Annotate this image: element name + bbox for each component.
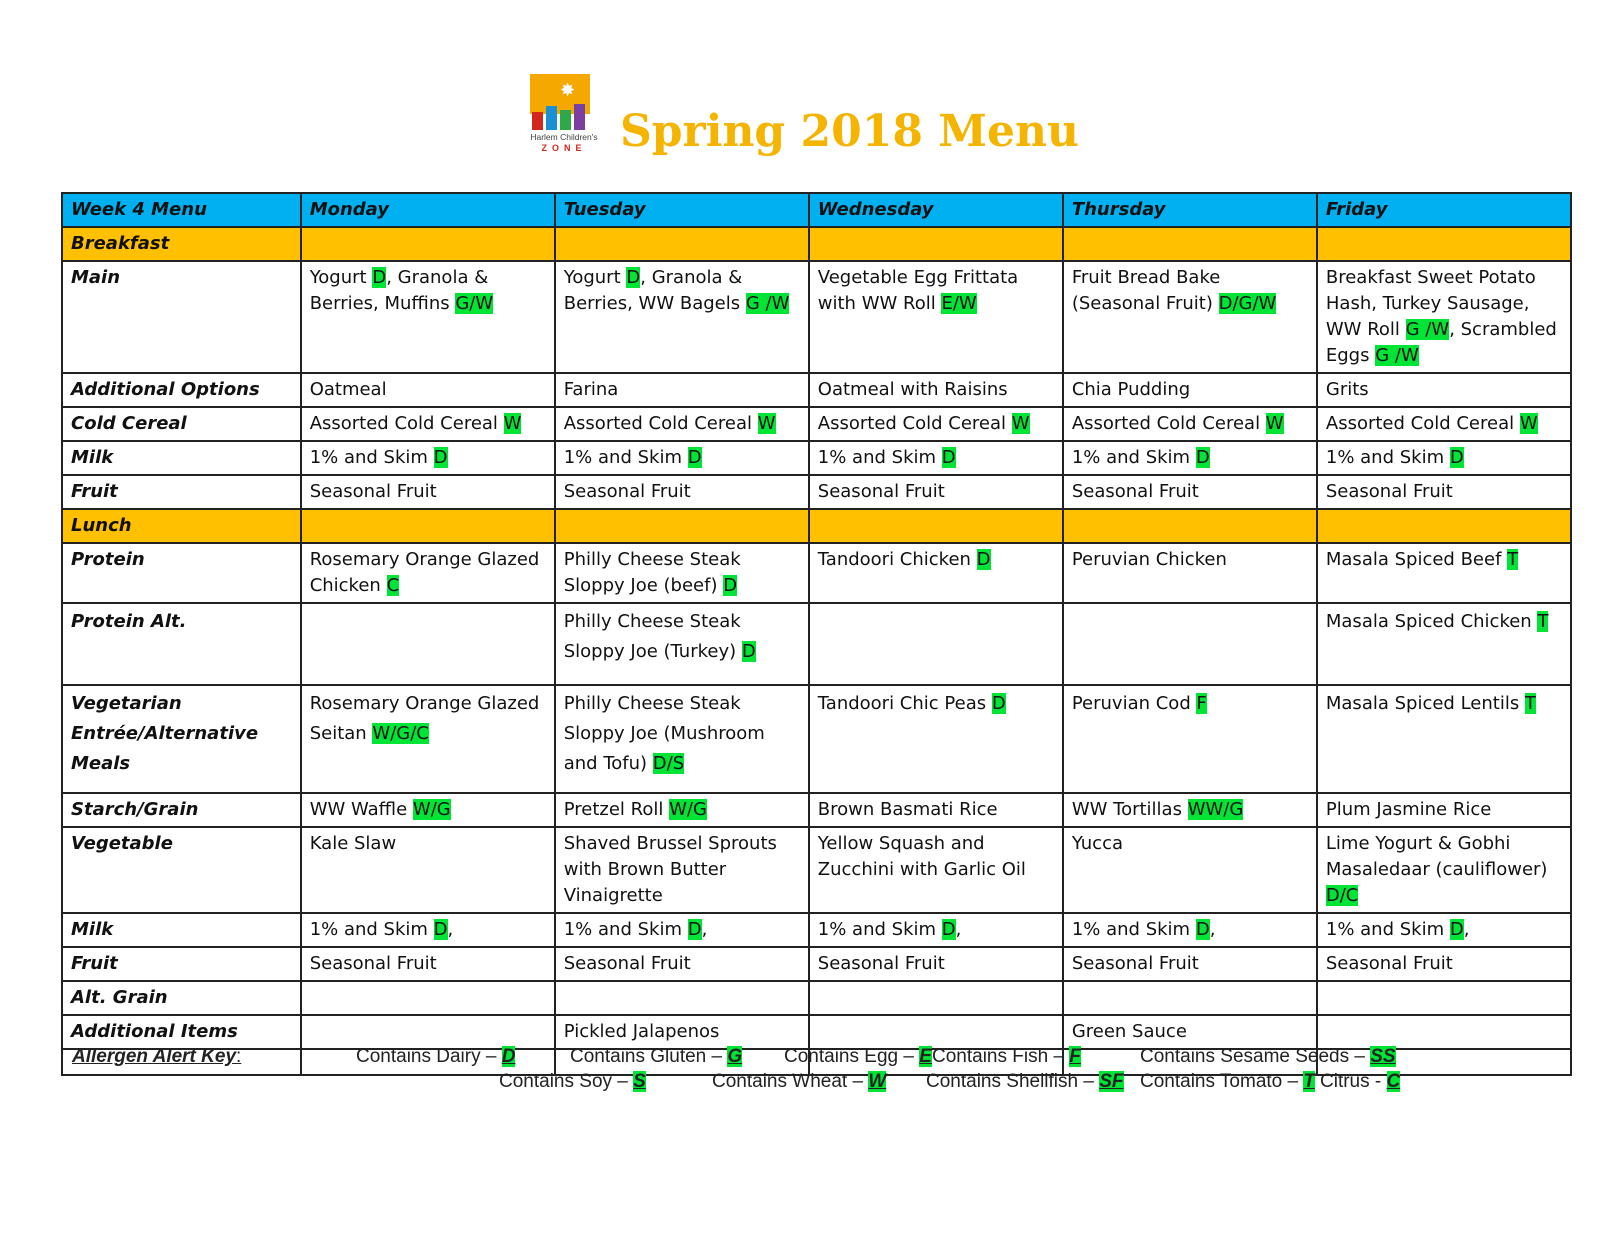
menu-cell (1317, 407, 1571, 441)
section-blank (1063, 227, 1317, 261)
menu-cell (809, 981, 1063, 1015)
menu-row-milk (62, 441, 1571, 475)
menu-cell (555, 261, 809, 373)
menu-item-text: Brown Basmati Rice (817, 799, 998, 820)
menu-item-text: , Granola & Berries, Muffins (309, 267, 489, 314)
menu-cell (1317, 981, 1571, 1015)
allergen-key-text: Contains Soy – (499, 1071, 634, 1092)
menu-cell (809, 603, 1063, 685)
menu-item-text: Tandoori Chicken (817, 549, 977, 570)
menu-cell (809, 827, 1063, 913)
menu-cell (809, 685, 1063, 793)
allergen-tag: WW/G (1187, 799, 1244, 820)
menu-item-text: Rosemary Orange Glazed Chicken (309, 549, 540, 596)
menu-item-text: WW Waffle (309, 799, 413, 820)
allergen-tag: D (976, 549, 991, 570)
menu-cell: Seasonal Fruit (1063, 475, 1317, 509)
menu-cell (809, 793, 1063, 827)
menu-cell: Farina (555, 373, 809, 407)
menu-cell (301, 543, 555, 603)
section-label-lunch: Lunch (62, 509, 301, 543)
menu-item-text: Breakfast Sweet Potato Hash, Turkey Sausage, WW Roll (1325, 267, 1536, 340)
menu-cell (1317, 793, 1571, 827)
menu-cell: Seasonal Fruit (301, 475, 555, 509)
allergen-key-code: F (1069, 1046, 1081, 1067)
allergen-tag: F (1196, 693, 1207, 714)
day-header-monday: Monday (301, 193, 555, 227)
menu-cell (1063, 981, 1317, 1015)
menu-row-protein-alt (62, 603, 1571, 685)
menu-item-text: , Scrambled Eggs (1325, 319, 1557, 366)
allergen-tag: D (741, 641, 756, 662)
menu-cell: Grits (1317, 373, 1571, 407)
allergen-key-text: Contains Tomato – (1140, 1071, 1304, 1092)
menu-cell: Seasonal Fruit (809, 947, 1063, 981)
menu-item-text: Rosemary Orange Glazed Seitan (309, 693, 540, 744)
allergen-key-item (784, 1046, 932, 1068)
allergen-tag: T (1524, 693, 1536, 714)
menu-item-text: 1% and Skim (817, 447, 942, 468)
row-label-protein: Protein (62, 543, 301, 603)
menu-cell (1063, 913, 1317, 947)
menu-item-text: Philly Cheese Steak Sloppy Joe (beef) (563, 549, 741, 596)
day-header-wednesday: Wednesday (809, 193, 1063, 227)
menu-cell: Seasonal Fruit (555, 947, 809, 981)
day-header-friday: Friday (1317, 193, 1571, 227)
menu-cell (555, 981, 809, 1015)
menu-item-text: Vegetable Egg Frittata with WW Roll (817, 267, 1019, 314)
allergen-key-item (932, 1046, 1081, 1068)
menu-cell: Oatmeal (301, 373, 555, 407)
allergen-tag: G /W (745, 293, 790, 314)
allergen-tag: W (757, 413, 776, 434)
allergen-key-code: T (1303, 1071, 1315, 1092)
allergen-tag: W (1265, 413, 1284, 434)
allergen-tag: D (1195, 447, 1210, 468)
menu-cell (555, 685, 809, 793)
menu-cell (301, 981, 555, 1015)
header-row (62, 193, 1571, 227)
menu-cell (1317, 913, 1571, 947)
menu-cell: Pickled Jalapenos (555, 1015, 809, 1049)
menu-cell (809, 441, 1063, 475)
allergen-tag: G /W (1405, 319, 1450, 340)
menu-item-text: Assorted Cold Cereal (563, 413, 758, 434)
allergen-tag: D/C (1325, 885, 1359, 906)
row-label-vegetable: Vegetable (62, 827, 301, 913)
row-label-fruit: Fruit (62, 475, 301, 509)
menu-cell (301, 685, 555, 793)
allergen-key-label: Allergen Alert Key: (72, 1046, 242, 1067)
row-label-protein-alt: Protein Alt. (62, 603, 301, 685)
section-row-lunch (62, 509, 1571, 543)
section-blank (555, 509, 809, 543)
allergen-key-text: Contains Fish – (932, 1046, 1070, 1067)
menu-cell (1317, 543, 1571, 603)
menu-cell (1317, 261, 1571, 373)
menu-cell: Green Sauce (1063, 1015, 1317, 1049)
row-label-main: Main (62, 261, 301, 373)
menu-cell (1063, 827, 1317, 913)
menu-cell (1063, 441, 1317, 475)
menu-cell (301, 827, 555, 913)
menu-item-text: , (1209, 919, 1216, 940)
sun-icon: ✸ (530, 74, 590, 114)
allergen-key-item (1320, 1071, 1400, 1093)
allergen-tag: D (372, 267, 387, 288)
menu-item-text: 1% and Skim (1071, 447, 1196, 468)
menu-cell (809, 261, 1063, 373)
menu-item-text: Shaved Brussel Sprouts with Brown Butter Vinaigrette (563, 833, 777, 906)
allergen-tag: W/G (669, 799, 707, 820)
menu-cell (555, 407, 809, 441)
menu-cell (809, 913, 1063, 947)
logo-text: Harlem Children's (530, 132, 598, 142)
menu-cell (1063, 543, 1317, 603)
menu-item-text: Assorted Cold Cereal (1325, 413, 1520, 434)
menu-item-text: Assorted Cold Cereal (1071, 413, 1266, 434)
menu-item-text: Philly Cheese Steak Sloppy Joe (Turkey) (563, 611, 742, 662)
menu-item-text: Kale Slaw (309, 833, 397, 854)
menu-cell (301, 913, 555, 947)
menu-row-additional-items (62, 1015, 1571, 1049)
allergen-tag: T (1537, 611, 1549, 632)
page-title: Spring 2018 Menu (620, 106, 1079, 157)
menu-cell (555, 543, 809, 603)
allergen-tag: D (941, 919, 956, 940)
menu-cell: Seasonal Fruit (1317, 475, 1571, 509)
allergen-key-text: Citrus - (1320, 1071, 1387, 1092)
allergen-key-text: Contains Shellfish – (926, 1071, 1100, 1092)
menu-cell: Seasonal Fruit (555, 475, 809, 509)
allergen-tag: D (941, 447, 956, 468)
section-blank (1317, 509, 1571, 543)
menu-cell: Seasonal Fruit (301, 947, 555, 981)
allergen-key-item (356, 1046, 515, 1068)
menu-row-additional-options (62, 373, 1571, 407)
allergen-tag: C (386, 575, 400, 596)
hcz-logo (520, 70, 605, 160)
menu-row-starch (62, 793, 1571, 827)
day-header-thursday: Thursday (1063, 193, 1317, 227)
allergen-key-code: D (501, 1046, 516, 1067)
allergen-tag: D (687, 447, 702, 468)
section-blank (809, 509, 1063, 543)
building-blocks-icon (532, 104, 588, 130)
menu-cell (555, 793, 809, 827)
menu-item-text: Plum Jasmine Rice (1325, 799, 1492, 820)
allergen-key-code: E (919, 1046, 932, 1067)
menu-cell: Chia Pudding (1063, 373, 1317, 407)
menu-item-text: Fruit Bread Bake (Seasonal Fruit) (1071, 267, 1221, 314)
menu-cell (1317, 685, 1571, 793)
allergen-tag: D (1195, 919, 1210, 940)
section-blank (1063, 509, 1317, 543)
section-blank (555, 227, 809, 261)
menu-item-text: 1% and Skim (1325, 447, 1450, 468)
menu-row-vegetable (62, 827, 1571, 913)
section-label-breakfast: Breakfast (62, 227, 301, 261)
menu-row-lunch-fruit (62, 947, 1571, 981)
menu-cell (1063, 603, 1317, 685)
menu-row-protein (62, 543, 1571, 603)
menu-cell (555, 441, 809, 475)
allergen-key-item (570, 1046, 742, 1068)
menu-cell: Oatmeal with Raisins (809, 373, 1063, 407)
menu-cell (1063, 685, 1317, 793)
allergen-key-item (1140, 1046, 1396, 1068)
menu-item-text: , (447, 919, 454, 940)
row-label-additional-options: Additional Options (62, 373, 301, 407)
menu-item-text: 1% and Skim (817, 919, 942, 940)
allergen-tag: D (687, 919, 702, 940)
allergen-key-text: Contains Wheat – (712, 1071, 869, 1092)
allergen-key-code: W (868, 1071, 887, 1092)
allergen-tag: D (991, 693, 1006, 714)
menu-item-text: Yogurt (563, 267, 627, 288)
menu-cell: Seasonal Fruit (809, 475, 1063, 509)
allergen-key-code: SS (1370, 1046, 1396, 1067)
menu-item-text: , (701, 919, 708, 940)
allergen-key-item (926, 1071, 1124, 1093)
allergen-key-text: Contains Sesame Seeds – (1140, 1046, 1371, 1067)
menu-item-text: 1% and Skim (309, 447, 434, 468)
logo-text-zone: ZONE (541, 143, 587, 153)
menu-item-text: Tandoori Chic Peas (817, 693, 992, 714)
allergen-tag: D (433, 447, 448, 468)
section-row-breakfast (62, 227, 1571, 261)
menu-item-text: 1% and Skim (1071, 919, 1196, 940)
allergen-tag: D (1449, 447, 1464, 468)
allergen-key-item (1140, 1071, 1315, 1093)
allergen-tag: W (1011, 413, 1030, 434)
row-label-lunch-milk: Milk (62, 913, 301, 947)
menu-cell (1317, 1015, 1571, 1049)
menu-cell (555, 913, 809, 947)
section-blank (809, 227, 1063, 261)
menu-cell (555, 827, 809, 913)
allergen-key-code: C (1386, 1071, 1401, 1092)
allergen-key-code: S (633, 1071, 646, 1092)
menu-cell (1317, 827, 1571, 913)
menu-item-text: 1% and Skim (309, 919, 434, 940)
menu-cell (301, 603, 555, 685)
menu-cell: Seasonal Fruit (1063, 947, 1317, 981)
allergen-tag: D (723, 575, 738, 596)
allergen-key (72, 1046, 1572, 1106)
menu-item-text: Pretzel Roll (563, 799, 670, 820)
allergen-key-code: SF (1099, 1071, 1124, 1092)
day-header-tuesday: Tuesday (555, 193, 809, 227)
menu-cell (1317, 441, 1571, 475)
allergen-tag: D (626, 267, 641, 288)
menu-cell (1063, 793, 1317, 827)
row-label-milk: Milk (62, 441, 301, 475)
menu-item-text: Masala Spiced Lentils (1325, 693, 1525, 714)
menu-item-text: Yogurt (309, 267, 373, 288)
menu-row-main (62, 261, 1571, 373)
menu-cell (809, 1015, 1063, 1049)
allergen-tag: W/G/C (372, 723, 429, 744)
menu-cell (301, 1015, 555, 1049)
menu-cell (301, 407, 555, 441)
allergen-tag: D/S (652, 753, 685, 774)
row-label-lunch-fruit: Fruit (62, 947, 301, 981)
menu-item-text: , Granola & Berries, WW Bagels (563, 267, 746, 314)
menu-item-text: Yellow Squash and Zucchini with Garlic Oil (817, 833, 1026, 880)
menu-item-text: Assorted Cold Cereal (817, 413, 1012, 434)
section-blank (301, 509, 555, 543)
allergen-key-text: Contains Egg – (784, 1046, 920, 1067)
menu-item-text: Assorted Cold Cereal (309, 413, 504, 434)
allergen-key-text: Contains Gluten – (570, 1046, 728, 1067)
menu-item-text: WW Tortillas (1071, 799, 1188, 820)
menu-cell (301, 261, 555, 373)
menu-item-text: 1% and Skim (1325, 919, 1450, 940)
menu-item-text: Yucca (1071, 833, 1123, 854)
menu-item-text: , (1463, 919, 1470, 940)
section-blank (301, 227, 555, 261)
allergen-key-item (499, 1071, 646, 1093)
allergen-tag: G /W (1375, 345, 1419, 366)
row-label-alt-grain: Alt. Grain (62, 981, 301, 1015)
allergen-tag: D (1449, 919, 1464, 940)
menu-cell (1317, 603, 1571, 685)
menu-item-text: Philly Cheese Steak Sloppy Joe (Mushroom and Tofu) (563, 693, 765, 774)
menu-cell (1063, 261, 1317, 373)
allergen-tag: E/W (941, 293, 977, 314)
menu-item-text: Masala Spiced Beef (1325, 549, 1508, 570)
menu-row-fruit (62, 475, 1571, 509)
row-label-additional-items: Additional Items (62, 1015, 301, 1049)
menu-cell (301, 441, 555, 475)
menu-item-text: Lime Yogurt & Gobhi Masaledaar (cauliflower) (1325, 833, 1548, 880)
menu-item-text: Masala Spiced Chicken (1325, 611, 1538, 632)
menu-item-text: 1% and Skim (563, 447, 688, 468)
menu-row-lunch-milk (62, 913, 1571, 947)
allergen-tag: D/G/W (1218, 293, 1277, 314)
menu-cell (555, 603, 809, 685)
menu-item-text: , (955, 919, 962, 940)
section-blank (1317, 227, 1571, 261)
row-label-vegetarian: Vegetarian Entrée/Alternative Meals (62, 685, 301, 793)
menu-item-text: 1% and Skim (563, 919, 688, 940)
menu-row-alt-grain (62, 981, 1571, 1015)
menu-cell: Seasonal Fruit (1317, 947, 1571, 981)
row-label-starch: Starch/Grain (62, 793, 301, 827)
allergen-tag: T (1507, 549, 1519, 570)
allergen-key-item (712, 1071, 886, 1093)
allergen-key-code: G (727, 1046, 743, 1067)
menu-cell (809, 543, 1063, 603)
allergen-tag: D (433, 919, 448, 940)
menu-item-text: Peruvian Cod (1071, 693, 1197, 714)
allergen-tag: W (1519, 413, 1538, 434)
menu-cell (1063, 407, 1317, 441)
row-label-cold-cereal: Cold Cereal (62, 407, 301, 441)
menu-cell (301, 793, 555, 827)
allergen-tag: W/G (412, 799, 451, 820)
allergen-tag: G/W (455, 293, 494, 314)
allergen-tag: W (503, 413, 522, 434)
menu-row-vegetarian (62, 685, 1571, 793)
corner-cell: Week 4 Menu (62, 193, 301, 227)
allergen-key-text: Contains Dairy – (356, 1046, 502, 1067)
menu-cell (809, 407, 1063, 441)
menu-row-cold-cereal (62, 407, 1571, 441)
menu-item-text: Peruvian Chicken (1071, 549, 1227, 570)
menu-table (61, 192, 1572, 1076)
